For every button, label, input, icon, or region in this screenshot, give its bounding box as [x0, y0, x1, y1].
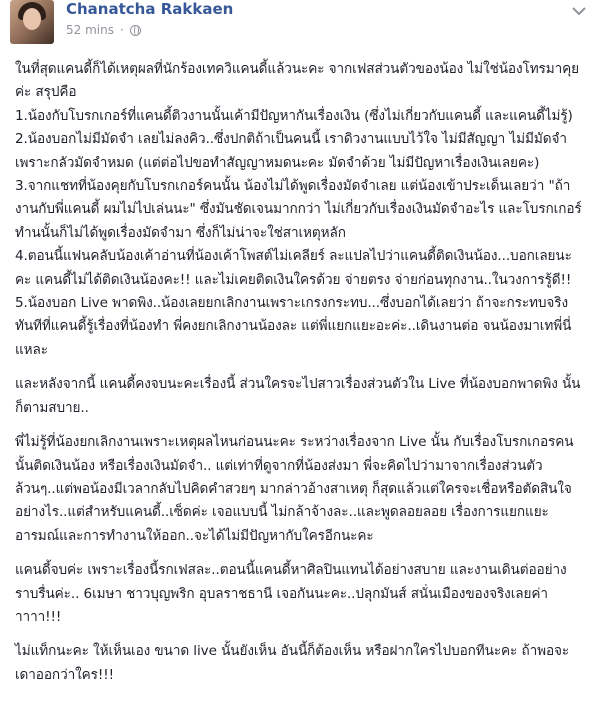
post-timestamp[interactable]: 52 mins: [66, 23, 114, 37]
chevron-down-icon[interactable]: [572, 6, 586, 16]
post-paragraph-2: และหลังจากนี้ แคนดี้คงจบนะคะเรื่องนี้ ส่วนใครจะไปสาวเรื่องส่วนตัวใน Live ที่น้องบอกพาดพิง นั้นก็ตามสบาย..: [15, 376, 581, 416]
author-name[interactable]: Chanatcha Rakkaen: [66, 0, 234, 18]
globe-icon[interactable]: [130, 25, 141, 36]
avatar-face: [23, 8, 41, 30]
post-paragraph-3: พี่ไม่รู้ที่น้องยกเลิกงานเพราะเหตุผลไหนก่อนนะคะ ระหว่างเรื่องจาก Live นั้น กับเรื่องโบรกเกอรคนนั้นติดเงินน้อง หรือเรื่องเงินมัดจำ.. แต่เท่าที่ดูจากที่น้องส่งมา พี่จะคิดไปว่ามาจากเรื่องส่วนตัวล้วนๆ..แต่พอน้องมีเวลากลับไปคิดคำสวยๆ มากล่าวอ้างสาเหตุ ก็สุดแล้วแต่ใครจะเชื่อหรือตัดสินใจอย่างไร..แต่สำหรับแคนดี้..เซ็ดค่ะ เจอแบบนี้ ไม่กล้าจ้างละ..และพูดลอยลอย เรื่องการแยกแยะอารมณ์และการทำงานให้ออก..จะได้ไม่มีปัญหากับใครอีกนะคะ: [15, 434, 574, 544]
post-content: [15, 58, 587, 698]
avatar[interactable]: [10, 0, 54, 44]
post-meta: [66, 23, 141, 37]
post-header: [10, 0, 590, 52]
separator-dot: ·: [119, 23, 124, 37]
post-paragraph-5: ไม่แท็กนะคะ ให้เห็นเอง ขนาด live นั้นยังเห็น อันนี้ก็ต้องเห็น หรือฝากใครไปบอกทีนะคะ ถ้าพอจะเดาออกว่าใคร!!!: [15, 643, 570, 683]
post-paragraph-1: ในที่สุดแคนดี้ก็ได้เหตุผลที่นักร้องเทควิแคนดี้แล้วนะคะ จากเฟสส่วนตัวของน้อง ไม่ใช่น้องโทรมาคุยค่ะ สรุปคือ 1.น้องกับโบรกเกอร์ที่แคนดี้ติวงานนั้นเค้ามีปัญหากันเรื่องเงิน (ซึ่งไม่เกี่ยวกับแคนดี้ และแคนดี้ไม่รู้) 2.น้องบอกไม่มีมัดจำ เลยไม่ลงคิว..ซึ่งปกติถ้าเป็นคนนี้ เราดิวงานแบบไว้ใจ ไม่มีสัญญา ไม่มีมัดจำ เพราะกลัวมัดจำหมด (แต่ต่อไปขอทำสัญญาหมดนะคะ มัดจำด้วย ไม่มีปัญหาเรื่องเงินเลยคะ) 3.จากแชทที่น้องคุยกับโบรกเกอร์คนนั้น น้องไม่ได้พูดเรื่องมัดจำเลย แต่น้องเข้าประเด็นเลยว่า "ถ้างานกับพี่แคนดี้ ผมไม่ไปเล่นนะ" ซึ่งมันชัดเจนมากกว่า ไม่เกี่ยวกับเรื่องเงินมัดจำอะไร และโบรกเกอร์ทำนนั้นก็ไม่ได้พูดเรื่องมัดจำมา ซึ่งก็ไม่น่าจะใช่สาเหตุหลัก 4.ตอนนี้แฟนคลับน้องเค้าอ่านที่น้องเค้าโพสต์ไม่เคลียร์ ละแปลไปว่าแคนดี้ติดเงินน้อง...บอกเลยนะคะ แคนดี้ไม่ได้ติดเงินน้องคะ!! และไม่เคยติดเงินใครด้วย จ่ายตรง จ่ายก่อนทุกงาน..ในวงการรู้ดี!! 5.น้องบอก Live พาดพิง..น้องเลยยกเลิกงานเพราะเกรงกระทบ...ซึ่งบอกได้เลยว่า ถ้าจะกระทบจริง ทันทีที่แคนดี้รู้เรื่องที่น้องทำ พี่คงยกเลิกงานน้องละ แต่พี่แยกแยะอะค่ะ..เดินงานต่อ จนน้องมาเทพี่นี่แหละ: [15, 61, 582, 358]
post-paragraph-4: แคนดี้จบค่ะ เพราะเรื่องนี้รกเฟสละ..ตอนนี้แคนดี้หาศิลปินแทนได้อย่างสบาย และงานเดินต่ออย่างราบรื่นค่ะ.. 6เมษา ชาวบุญพริก อุบลราชธานี เจอกันนะคะ..ปลุกมันส์ สนั่นเมืองของจริงเลยค่าาาาา!!!: [15, 562, 567, 625]
